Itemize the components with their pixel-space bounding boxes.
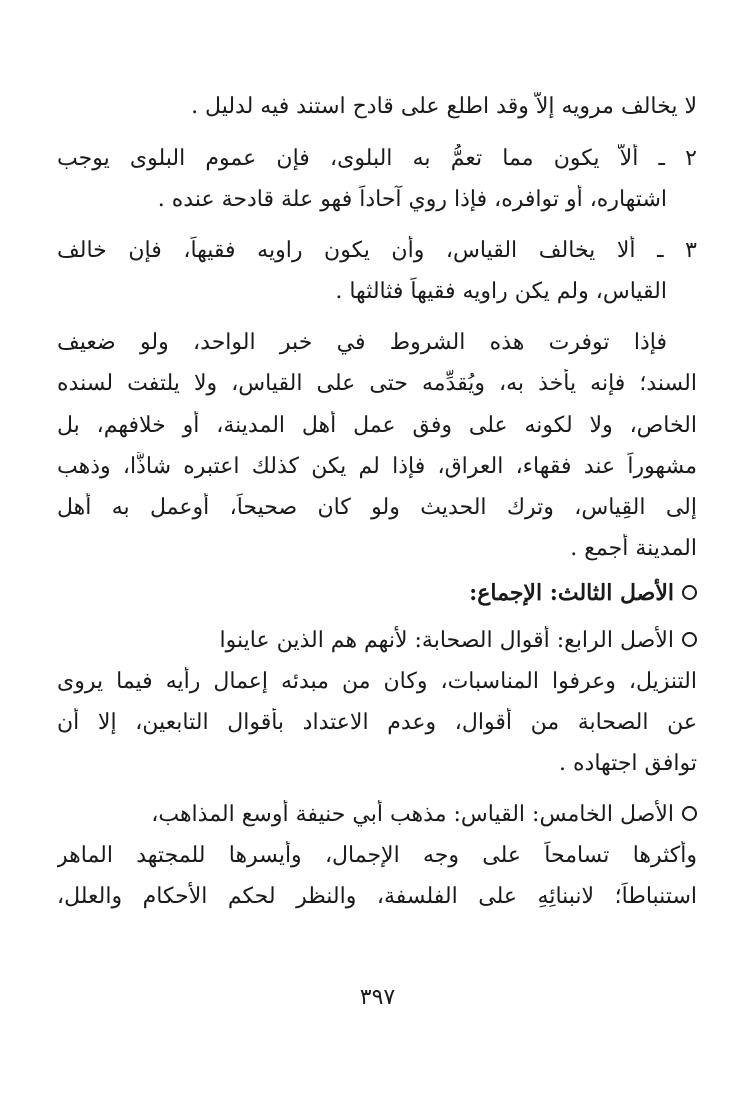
section-fourth-principle-line-1 xyxy=(57,626,697,656)
paragraph-line: التنزيل، وعرفوا المناسبات، وكان من مبدئه إعمال رأيه فيما يروى xyxy=(57,669,697,694)
bullet-circle-icon xyxy=(682,585,697,600)
paragraph-line: استنباطاً؛ لانبنائِهِ على الفلسفة، والنظر لحكم الأَحكام والعلل، xyxy=(57,884,697,909)
paragraph-line: المدينة أجمع . xyxy=(570,536,697,561)
paragraph-line: إلى القِياس، وترك الحديث ولو كان صحيحاً، أوعمل به أهل xyxy=(57,495,697,520)
bullet-circle-icon xyxy=(682,632,697,647)
heading-text: الأصل الرابع: أقوال الصحابة: لأنهم هم الذين عاينوا xyxy=(219,628,674,653)
page-number: ٣٩٧ xyxy=(359,985,396,1010)
paragraph-line: فإذا توفرت هذه الشروط في خبر الواحد، ولو ضعيف xyxy=(57,330,667,355)
paragraph-line: وأكثرها تسامحاً على وجه الإجمال، وأيسرها للمجتهد الماهر xyxy=(57,843,697,868)
list-item-2-line-2: اشتهاره، أو توافره، فإذا روي آحاداً فهو علة قادحة عنده . xyxy=(157,187,667,212)
heading-text: الأصل الخامس: القياس: مذهب أبي حنيفة أوسع المذاهب، xyxy=(151,802,674,827)
section-heading-third-principle xyxy=(57,578,697,608)
section-fifth-principle-line-1 xyxy=(57,800,697,830)
list-item-3-line-2: القياس، ولم يكن راويه فقيهاً فثالثها . xyxy=(335,279,667,304)
paragraph-line: السند؛ فإنه يأخذ به، ويُقدِّمه حتى على القياس، ولا يلتفت لسنده xyxy=(57,371,697,396)
text-line: لا يخالف مرويه إلاّ وقد اطلع على قادح استند فيه لدليل . xyxy=(191,94,697,119)
bullet-circle-icon xyxy=(682,806,697,821)
paragraph-line: مشهوراً عند فقهاء، العراق، فإذا لم يكن كذلك اعتبره شاذًّا، وذهب xyxy=(57,454,697,479)
heading-text: الأصل الثالث: الإجماع: xyxy=(469,580,674,606)
list-item-3-line-1: ٣ ـ ألا يخالف القياس، وأن يكون راويه فقيهاً، فإن خالف xyxy=(57,238,697,263)
paragraph-line: توافق اجتهاده . xyxy=(559,751,697,776)
paragraph-line: عن الصحابة من أقوال، وعدم الاعتداد بأقوال التابعين، إلا أن xyxy=(57,710,697,735)
list-item-2-line-1: ٢ ـ ألاّ يكون مما تعمُّ به البلوى، فإن عموم البلوى يوجب xyxy=(57,146,697,171)
paragraph-line: الخاص، ولا لكونه على وفق عمل أهل المدينة، أو خلافهم، بل xyxy=(57,413,697,438)
